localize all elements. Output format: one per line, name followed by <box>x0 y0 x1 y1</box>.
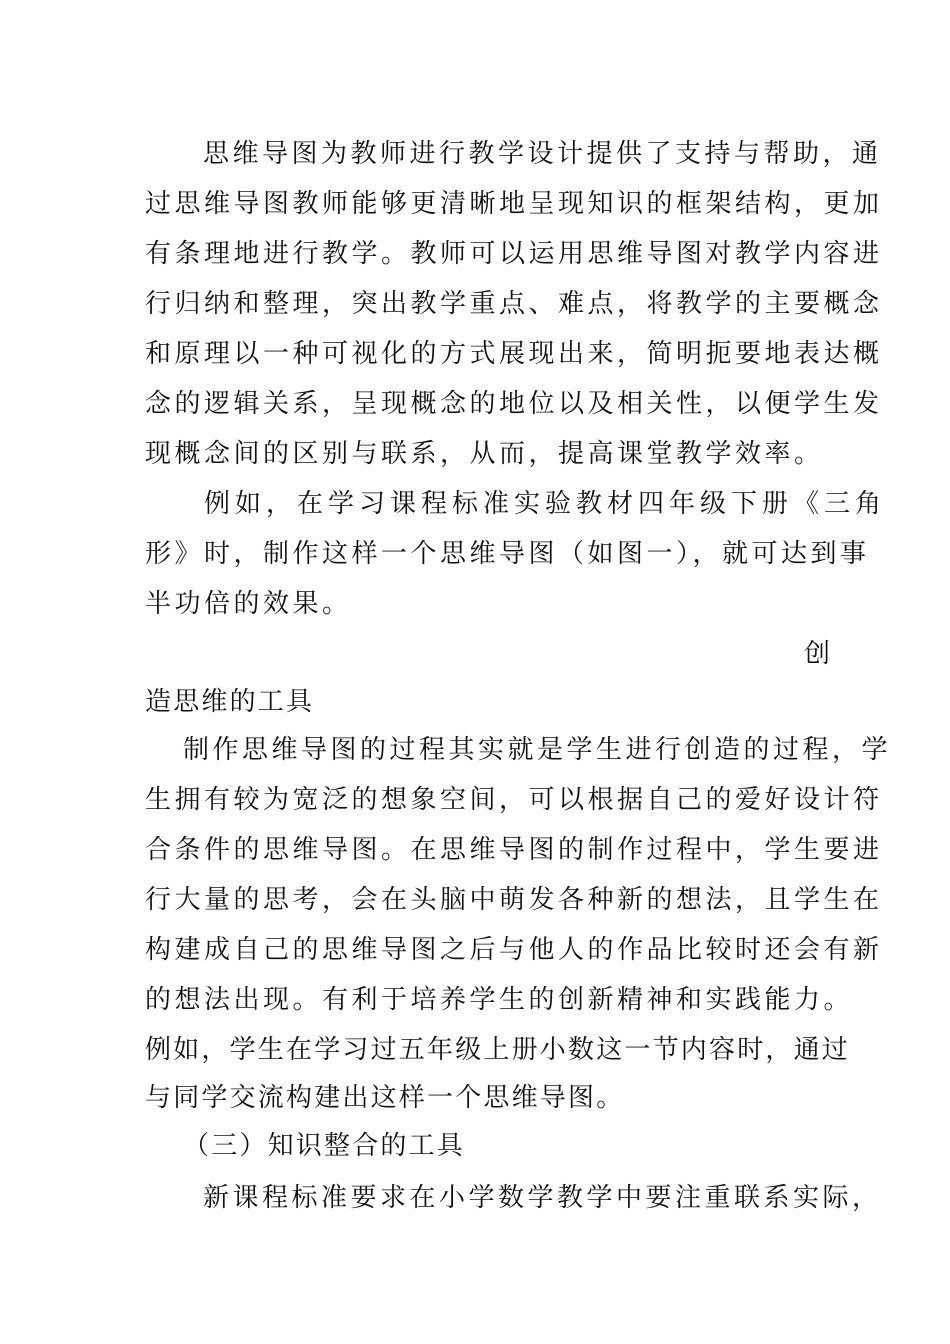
text-line: 行归纳和整理，突出教学重点、难点，将教学的主要概念 <box>145 289 883 319</box>
text-line: 行大量的思考，会在头脑中萌发各种新的想法，且学生在 <box>145 885 883 915</box>
text-line: 形》时，制作这样一个思维导图（如图一），就可达到事 <box>145 539 870 569</box>
text-line: 过思维导图教师能够更清晰地呈现知识的框架结构，更加 <box>145 189 883 219</box>
text-line: 构建成自己的思维导图之后与他人的作品比较时还会有新 <box>145 935 883 965</box>
heading-fragment-left: 造思维的工具 <box>145 687 315 717</box>
text-line: 思维导图为教师进行教学设计提供了支持与帮助，通 <box>203 139 882 169</box>
text-line: 和原理以一种可视化的方式展现出来，简明扼要地表达概 <box>145 339 883 369</box>
text-line: 与同学交流构建出这样一个思维导图。 <box>145 1083 625 1113</box>
text-line: 合条件的思维导图。在思维导图的制作过程中，学生要进 <box>145 835 883 865</box>
text-line: 有条理地进行教学。教师可以运用思维导图对教学内容进 <box>145 239 883 269</box>
text-line: 生拥有较为宽泛的想象空间，可以根据自己的爱好设计符 <box>145 785 883 815</box>
text-line: 念的逻辑关系，呈现概念的地位以及相关性，以便学生发 <box>145 389 883 419</box>
text-line: 例如，学生在学习过五年级上册小数这一节内容时，通过 <box>145 1035 851 1065</box>
section-heading: （三）知识整合的工具 <box>183 1131 466 1161</box>
text-line: 新课程标准要求在小学数学教学中要注重联系实际， <box>203 1183 882 1213</box>
heading-fragment-right: 创 <box>803 639 830 669</box>
text-line: 的想法出现。有利于培养学生的创新精神和实践能力。 <box>145 985 854 1015</box>
text-line: 半功倍的效果。 <box>145 589 352 619</box>
text-line: 制作思维导图的过程其实就是学生进行创造的过程，学 <box>183 735 892 765</box>
text-line: 例如，在学习课程标准实验教材四年级下册《三角 <box>204 489 887 519</box>
text-line: 现概念间的区别与联系，从而，提高课堂教学效率。 <box>145 439 824 469</box>
